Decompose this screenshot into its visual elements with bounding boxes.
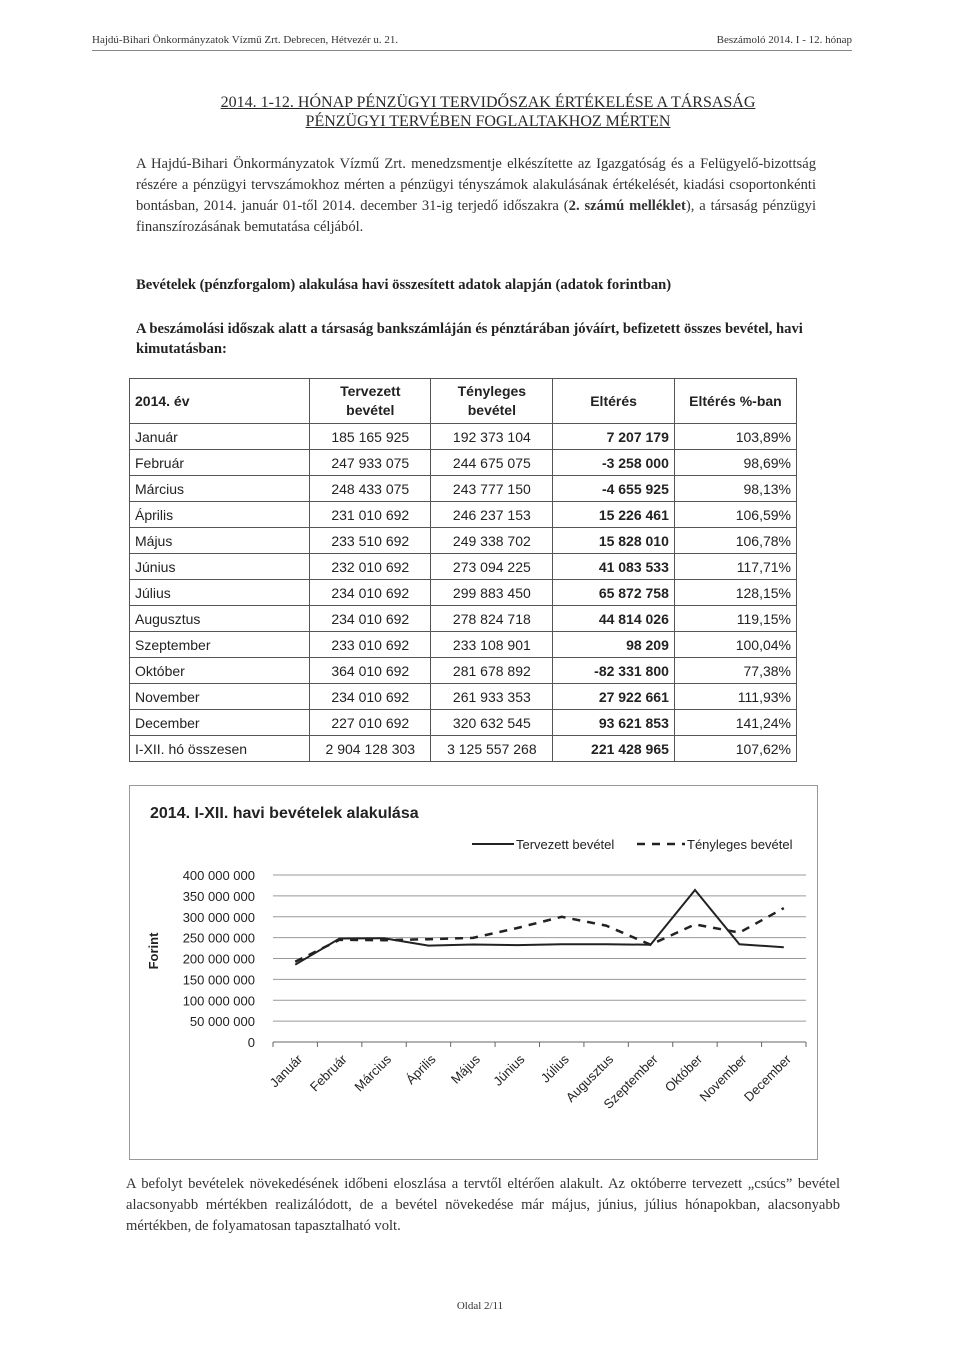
cell-diff: -3 258 000 xyxy=(553,450,675,476)
cell-pct: 106,59% xyxy=(674,502,796,528)
cell-diff: 98 209 xyxy=(553,632,675,658)
cell-planned: 231 010 692 xyxy=(310,502,431,528)
title-line-2: PÉNZÜGYI TERVÉBEN FOGLALTAKHOZ MÉRTEN xyxy=(305,113,671,130)
revenue-table xyxy=(129,378,797,762)
x-tick-label: Augusztus xyxy=(562,1051,617,1106)
cell-diff: 41 083 533 xyxy=(553,554,675,580)
cell-actual: 249 338 702 xyxy=(431,528,553,554)
cell-actual: 243 777 150 xyxy=(431,476,553,502)
cell-actual: 246 237 153 xyxy=(431,502,553,528)
table-header-row xyxy=(130,379,797,424)
cell-diff: 15 226 461 xyxy=(553,502,675,528)
cell-diff: 65 872 758 xyxy=(553,580,675,606)
table-row xyxy=(130,528,797,554)
x-tick-label: November xyxy=(696,1051,750,1105)
x-tick-label: Május xyxy=(447,1051,483,1087)
col-header-actual: Tényleges bevétel xyxy=(431,379,553,424)
y-tick-label: 50 000 000 xyxy=(189,1014,255,1030)
intro-annex-reference: 2. számú melléklet xyxy=(568,198,686,214)
cell-planned: 227 010 692 xyxy=(310,710,431,736)
y-tick-label: 250 000 000 xyxy=(182,930,255,946)
table-row xyxy=(130,554,797,580)
intro-text-after: ), a társaság pénzügyi finanszírozásának bemutatása céljából. xyxy=(136,198,816,235)
cell-planned: 234 010 692 xyxy=(310,684,431,710)
cell-month: I-XII. hó összesen xyxy=(130,736,310,762)
cell-pct: 98,13% xyxy=(674,476,796,502)
table-row xyxy=(130,424,797,450)
table-row xyxy=(130,710,797,736)
cell-pct: 106,78% xyxy=(674,528,796,554)
cell-planned: 233 010 692 xyxy=(310,632,431,658)
chart-series xyxy=(295,890,784,965)
table-row xyxy=(130,450,797,476)
intro-paragraph xyxy=(136,154,816,238)
y-tick-labels xyxy=(183,868,255,1050)
x-tick-label: Április xyxy=(402,1051,439,1088)
cell-planned: 232 010 692 xyxy=(310,554,431,580)
cell-pct: 100,04% xyxy=(674,632,796,658)
cell-actual: 233 108 901 xyxy=(431,632,553,658)
cell-diff: 221 428 965 xyxy=(553,736,675,762)
table-row xyxy=(130,502,797,528)
y-tick-label: 0 xyxy=(247,1035,255,1050)
x-tick-label: Június xyxy=(490,1051,528,1089)
table-row xyxy=(130,736,797,762)
chart-title: 2014. I-XII. havi bevételek alakulása xyxy=(150,805,419,822)
cell-planned: 233 510 692 xyxy=(310,528,431,554)
cell-planned: 364 010 692 xyxy=(310,658,431,684)
cell-pct: 98,69% xyxy=(674,450,796,476)
cell-diff: 7 207 179 xyxy=(553,424,675,450)
x-tick-label: Február xyxy=(306,1051,350,1095)
series-line-planned xyxy=(295,890,784,965)
cell-diff: 44 814 026 xyxy=(553,606,675,632)
y-tick-label: 200 000 000 xyxy=(182,951,255,967)
cell-month: Május xyxy=(130,528,310,554)
header-company: Hajdú-Bihari Önkormányzatok Vízmű Zrt. Debrecen, Hétvezér u. 21. xyxy=(92,34,399,46)
series-line-actual xyxy=(295,908,784,962)
cell-month: November xyxy=(130,684,310,710)
cell-month: Február xyxy=(130,450,310,476)
y-axis-label: Forint xyxy=(146,932,161,970)
cell-actual: 299 883 450 xyxy=(431,580,553,606)
table-row xyxy=(130,684,797,710)
table-row xyxy=(130,658,797,684)
table-row xyxy=(130,580,797,606)
chart-grid xyxy=(273,875,806,1042)
cell-diff: -4 655 925 xyxy=(553,476,675,502)
legend-label-actual: Tényleges bevétel xyxy=(687,837,793,852)
x-tick-label: Október xyxy=(661,1051,706,1095)
intro-text-before: A Hajdú-Bihari Önkormányzatok Vízmű Zrt. menedzsmentje elkészítette az Igazgatóság és a Felügyelő-bizottság részére a pénzügyi tervszámokhoz mérten a pénzügyi tényszámok alakulásának értékelését, kiadási csoportonkénti bontásban, 2014. január 01-től 2014. december 31-ig terjedő időszakra ( xyxy=(136,156,816,214)
cell-pct: 141,24% xyxy=(674,710,796,736)
cell-pct: 119,15% xyxy=(674,606,796,632)
x-tick-label: Július xyxy=(537,1051,572,1086)
x-tick-label: Szeptember xyxy=(600,1051,661,1112)
cell-month: Augusztus xyxy=(130,606,310,632)
conclusion-paragraph: A befolyt bevételek növekedésének időbeni eloszlása a tervtől eltérően alakult. Az októberre tervezett „csúcs” bevétel alacsonyabb mértékben realizálódott, de a bevétel növekedése már május, június, július hónapokban, alacsonyabb mértékben, de folyamatosan tapasztalható volt. xyxy=(126,1176,840,1234)
y-tick-label: 150 000 000 xyxy=(182,972,255,988)
section-heading-revenue: Bevételek (pénzforgalom) alakulása havi összesített adatok alapján (adatok forintban) xyxy=(136,277,672,293)
cell-planned: 185 165 925 xyxy=(310,424,431,450)
col-header-year: 2014. év xyxy=(130,379,310,424)
document-title xyxy=(138,93,838,131)
legend-label-planned: Tervezett bevétel xyxy=(516,837,615,852)
cell-pct: 117,71% xyxy=(674,554,796,580)
cell-diff: 15 828 010 xyxy=(553,528,675,554)
table-row xyxy=(130,476,797,502)
title-line-1: 2014. 1-12. HÓNAP PÉNZÜGYI TERVIDŐSZAK ÉRTÉKELÉSE A TÁRSASÁG xyxy=(220,94,756,111)
col-header-diff-pct: Eltérés %-ban xyxy=(674,379,796,424)
col-header-diff: Eltérés xyxy=(553,379,675,424)
chart-svg xyxy=(130,786,817,1159)
cell-month: Szeptember xyxy=(130,632,310,658)
cell-actual: 281 678 892 xyxy=(431,658,553,684)
cell-month: Október xyxy=(130,658,310,684)
x-tick-label: Március xyxy=(351,1051,395,1095)
cell-pct: 111,93% xyxy=(674,684,796,710)
cell-pct: 107,62% xyxy=(674,736,796,762)
x-tick-label: Január xyxy=(266,1051,306,1091)
page-number: Oldal 2/11 xyxy=(456,1300,504,1312)
y-tick-label: 300 000 000 xyxy=(182,909,255,925)
page-header xyxy=(92,34,852,51)
cell-pct: 77,38% xyxy=(674,658,796,684)
table-body xyxy=(130,424,797,762)
x-tick-labels xyxy=(267,1042,806,1112)
cell-actual: 278 824 718 xyxy=(431,606,553,632)
cell-pct: 103,89% xyxy=(674,424,796,450)
cell-pct: 128,15% xyxy=(674,580,796,606)
revenue-chart xyxy=(129,785,818,1160)
cell-actual: 3 125 557 268 xyxy=(431,736,553,762)
cell-diff: 93 621 853 xyxy=(553,710,675,736)
cell-actual: 261 933 353 xyxy=(431,684,553,710)
table-row xyxy=(130,606,797,632)
cell-month: December xyxy=(130,710,310,736)
x-tick-label: December xyxy=(740,1051,794,1105)
cell-actual: 244 675 075 xyxy=(431,450,553,476)
chart-legend xyxy=(472,837,793,852)
table-row xyxy=(130,632,797,658)
y-tick-label: 350 000 000 xyxy=(182,888,255,904)
cell-month: Július xyxy=(130,580,310,606)
section-subheading: A beszámolási időszak alatt a társaság bankszámláján és pénztárában jóváírt, befizetett összes bevétel, havi kimutatásban: xyxy=(136,321,803,357)
cell-actual: 320 632 545 xyxy=(431,710,553,736)
y-tick-label: 400 000 000 xyxy=(182,868,255,883)
cell-actual: 192 373 104 xyxy=(431,424,553,450)
cell-diff: 27 922 661 xyxy=(553,684,675,710)
cell-month: Június xyxy=(130,554,310,580)
col-header-planned: Tervezett bevétel xyxy=(310,379,431,424)
cell-month: Január xyxy=(130,424,310,450)
cell-diff: -82 331 800 xyxy=(553,658,675,684)
cell-month: Április xyxy=(130,502,310,528)
cell-planned: 234 010 692 xyxy=(310,606,431,632)
header-report-period: Beszámoló 2014. I - 12. hónap xyxy=(716,34,852,46)
cell-actual: 273 094 225 xyxy=(431,554,553,580)
cell-planned: 2 904 128 303 xyxy=(310,736,431,762)
y-tick-label: 100 000 000 xyxy=(182,993,255,1009)
cell-planned: 247 933 075 xyxy=(310,450,431,476)
cell-planned: 234 010 692 xyxy=(310,580,431,606)
cell-month: Március xyxy=(130,476,310,502)
cell-planned: 248 433 075 xyxy=(310,476,431,502)
